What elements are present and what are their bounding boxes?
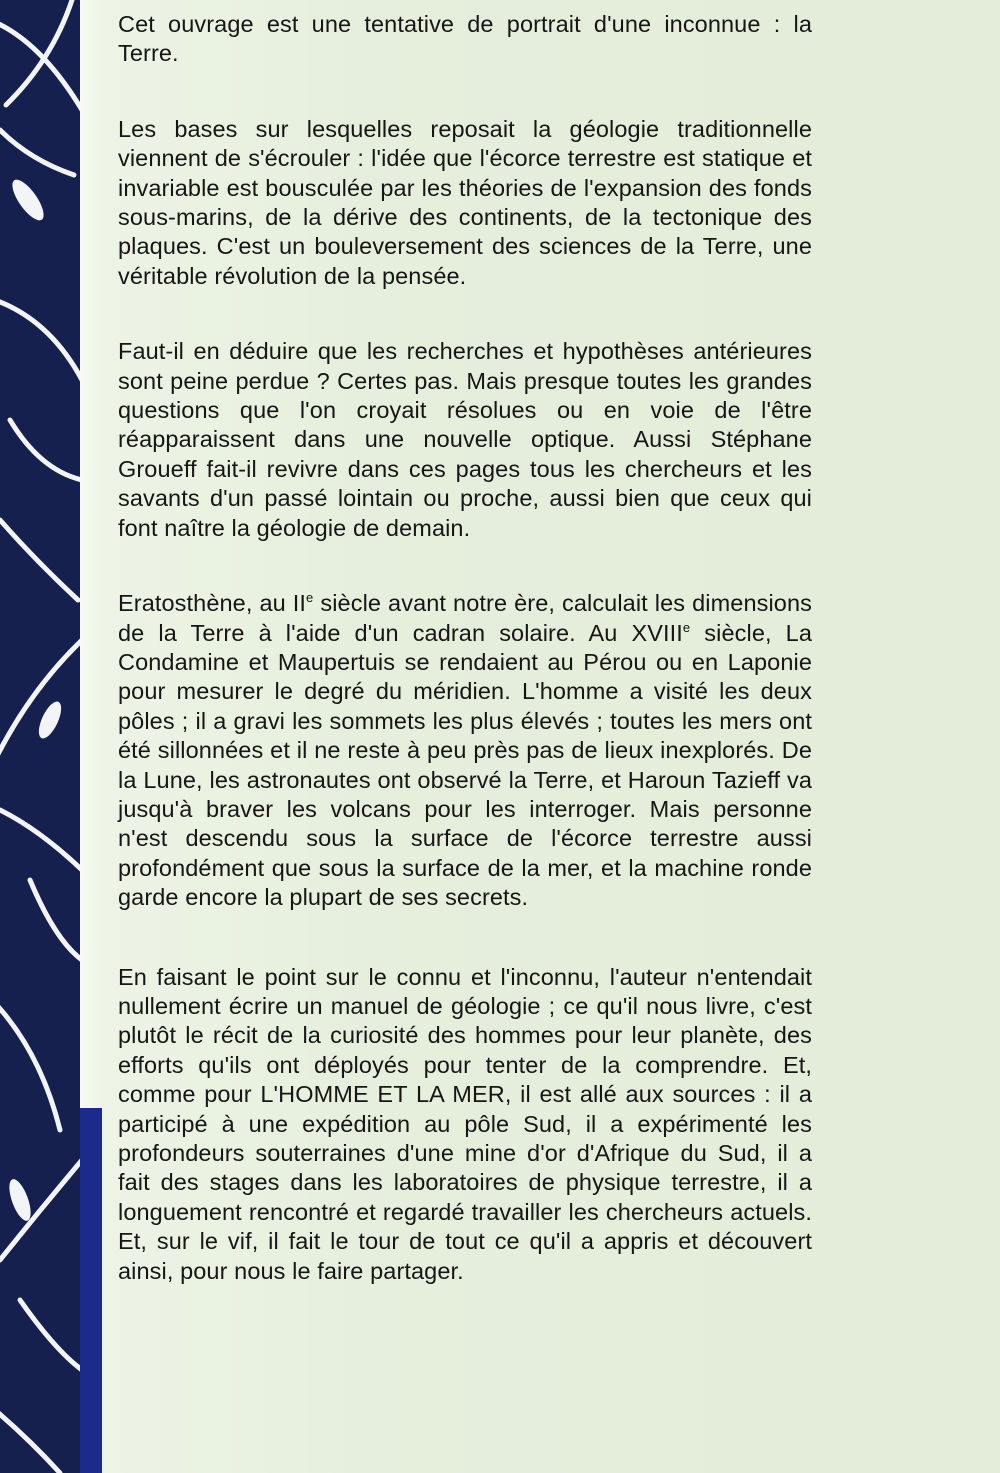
paragraph-4-part-a: Eratosthène, au II (118, 590, 307, 617)
paragraph-4-part-c: siècle, La Condamine et Maupertuis se rendaient au Pérou ou en Laponie pour mesurer le degré du méridien. L'homme a visité les deux pôles ; il a gravi les sommets les plus élevés ; toutes les mers ont été sillonnées et il ne reste à peu près pas de lieux inexplorés. De la Lune, les astronautes ont observé la Terre, et Haroun Tazieff va jusqu'à braver les volcans pour les interroger. Mais personne n'est descendu sous la surface de l'écorce terrestre aussi profondément que sous la surface de la mer, et la machine ronde garde encore la plupart de ses secrets. (118, 619, 812, 911)
paragraph-1: Cet ouvrage est une tentative de portrait d'une inconnue : la Terre. (118, 11, 812, 67)
century-superscript: e (306, 590, 314, 606)
paragraph-2: Les bases sur lesquelles reposait la géologie traditionnelle viennent de s'écrouler : l'idée que l'écorce terrestre est statique et invariable est bousculée par les théories de l'expansion des fonds sous-marins, de la dérive des continents, de la tectonique des plaques. C'est un bouleversement des sciences de la Terre, une véritable révolution de la pensée. (118, 115, 812, 289)
paragraph-4 (118, 589, 812, 912)
century-superscript: e (682, 619, 691, 635)
leaf-pattern-icon (0, 0, 80, 1473)
blurb-text (118, 10, 812, 1332)
blue-accent-bar (80, 1108, 102, 1473)
paragraph-5: En faisant le point sur le connu et l'inconnu, l'auteur n'entendait nullement écrire un manuel de géologie ; ce qu'il nous livre, c'est plutôt le récit de la curiosité des hommes pour leur planète, des efforts qu'ils ont déployés pour tenter de la comprendre. Et, comme pour L'HOMME ET LA MER, il est allé aux sources : il a participé à une expédition au pôle Sud, il a expérimenté les profondeurs souterraines d'une mine d'or d'Afrique du Sud, il a fait des stages dans les laboratoires de physique terrestre, il a longuement rencontré et regardé travailler les chercheurs actuels. Et, sur le vif, il fait le tour de tout ce qu'il a appris et découvert ainsi, pour nous le faire partager. (118, 963, 812, 1284)
paragraph-4-part-b: siècle avant notre ère, calculait les dimensions de la Terre à l'aide d'un cadran solaire. Au XVIII (118, 590, 812, 646)
paragraph-3: Faut-il en déduire que les recherches et hypothèses antérieures sont peine perdue ? Certes pas. Mais presque toutes les grandes questions que l'on croyait résolues ou en voie de l'être réapparaissent dans une nouvelle optique. Aussi Stéphane Groueff fait-il revivre dans ces pages tous les chercheurs et les savants d'un passé lointain ou proche, aussi bien que ceux qui font naître la géologie de demain. (118, 338, 812, 541)
cover-edge-pattern (0, 0, 80, 1473)
